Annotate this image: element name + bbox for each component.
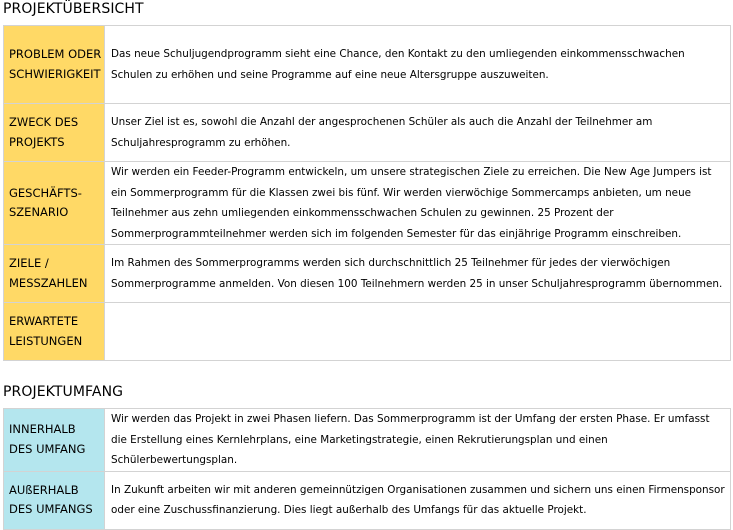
row-text-deliverables (105, 303, 731, 361)
row-label-purpose: ZWECK DES PROJEKTS (4, 104, 105, 162)
row-text-purpose: Unser Ziel ist es, sowohl die Anzahl der angesprochenen Schüler als auch die Anzahl der Teilnehmer am Schuljahresprogramm zu erhöhen. (105, 104, 731, 162)
row-label-goals: ZIELE / MESSZAHLEN (4, 245, 105, 303)
table-row (4, 409, 731, 472)
row-label-out-of-scope: AUßERHALB DES UMFANGS (4, 471, 105, 529)
table-row (4, 303, 731, 361)
table-row (4, 104, 731, 162)
row-label-deliverables: ERWARTETE LEISTUNGEN (4, 303, 105, 361)
overview-table (3, 25, 731, 361)
scope-table (3, 408, 731, 530)
table-row (4, 26, 731, 104)
row-text-in-scope: Wir werden das Projekt in zwei Phasen liefern. Das Sommerprogramm ist der Umfang der ersten Phase. Er umfasst die Erstellung eines Kernlehrplans, eine Marketingstrategie, einen Rekrutierungsplan und einen Schülerbewertungsplan. (105, 409, 731, 472)
row-label-problem: PROBLEM ODER SCHWIERIGKEIT (4, 26, 105, 104)
overview-title: PROJEKTÜBERSICHT (3, 1, 144, 17)
row-text-goals: Im Rahmen des Sommerprogramms werden sich durchschnittlich 25 Teilnehmer für jedes der vierwöchigen Sommerprogramme anmelden. Von diesen 100 Teilnehmern werden 25 in unser Schuljahresprogramm übernommen. (105, 245, 731, 303)
row-label-business-case: GESCHÄFTS-SZENARIO (4, 162, 105, 245)
table-row (4, 162, 731, 245)
row-text-problem: Das neue Schuljugendprogramm sieht eine Chance, den Kontakt zu den umliegenden einkommensschwachen Schulen zu erhöhen und seine Programme auf eine neue Altersgruppe auszuweiten. (105, 26, 731, 104)
row-label-in-scope: INNERHALB DES UMFANG (4, 409, 105, 472)
table-row (4, 471, 731, 529)
row-text-out-of-scope: In Zukunft arbeiten wir mit anderen gemeinnützigen Organisationen zusammen und sichern uns einen Firmensponsor oder eine Zuschussfinanzierung. Dies liegt außerhalb des Umfangs für das aktuelle Projekt. (105, 471, 731, 529)
scope-title: PROJEKTUMFANG (3, 384, 124, 400)
table-row (4, 245, 731, 303)
row-text-business-case: Wir werden ein Feeder-Programm entwickeln, um unsere strategischen Ziele zu erreichen. Die New Age Jumpers ist ein Sommerprogramm für die Klassen zwei bis fünf. Wir werden vierwöchige Sommercamps anbieten, um neue Teilnehmer aus zehn umliegenden einkommensschwachen Schulen zu gewinnen. 25 Prozent der Sommerprogrammteilnehmer werden sich im folgenden Semester für das einjährige Programm einschreiben. (105, 162, 731, 245)
